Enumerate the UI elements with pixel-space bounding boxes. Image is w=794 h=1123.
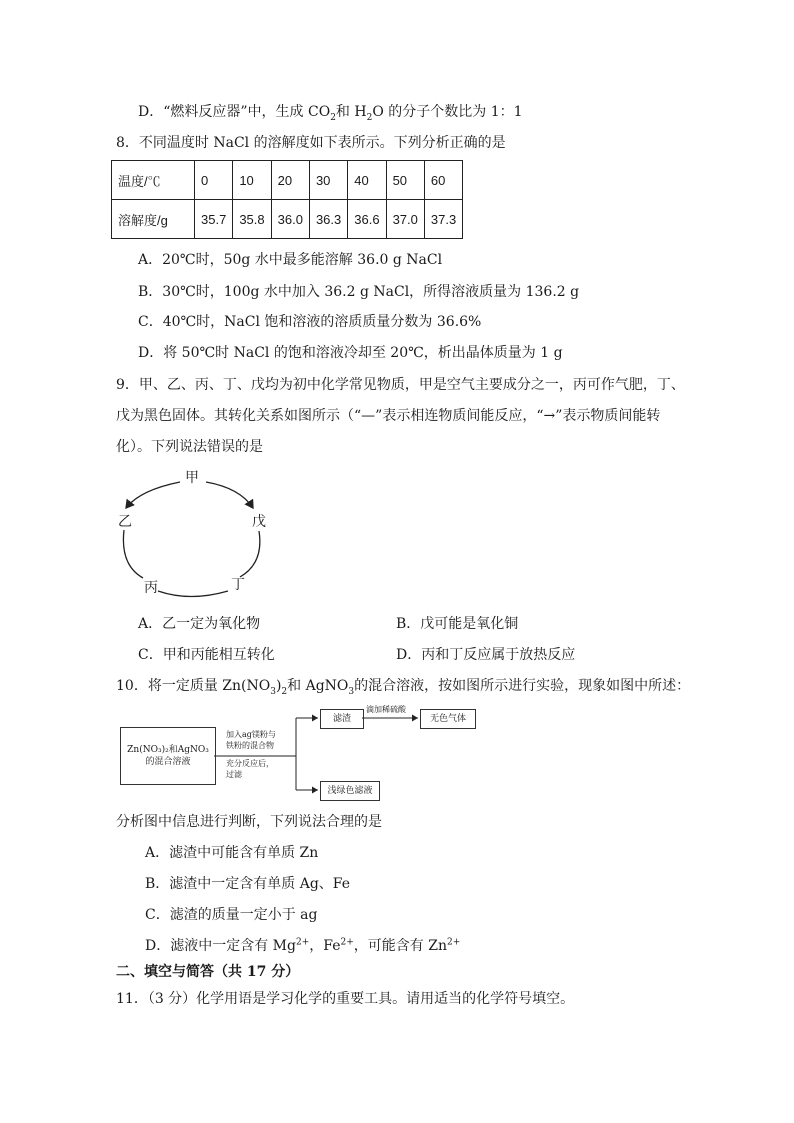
flow-start-line1: Zn(NO₃)₂和AgNO₃ <box>127 745 209 755</box>
q9-stem-line3: 化）。下列说法错误的是 <box>116 439 263 455</box>
q8-option-b: B．30℃时，100g 水中加入 36.2 g NaCl，所得溶液质量为 136.2 g <box>138 284 580 300</box>
table-header-solubility: 溶解度/g <box>112 200 195 239</box>
q9-option-a: A．乙一定为氧化物 <box>138 616 261 632</box>
table-cell: 40 <box>348 161 386 200</box>
q8-option-c: C．40℃时，NaCl 饱和溶液的溶质质量分数为 36.6% <box>138 314 482 330</box>
table-cell: 10 <box>233 161 271 200</box>
table-cell: 37.3 <box>424 200 462 239</box>
flow-residue-box: 滤渣 <box>320 709 364 729</box>
flow-filtrate-box: 浅绿色滤液 <box>320 781 380 801</box>
node-bing: 丙 <box>144 580 158 596</box>
table-cell: 0 <box>195 161 233 200</box>
q8-option-a: A．20℃时，50g 水中最多能溶解 36.0 g NaCl <box>138 252 443 268</box>
table-cell: 36.6 <box>348 200 386 239</box>
flow-gas-box: 无色气体 <box>420 709 476 729</box>
flow-step-bottom: 充分反应后， 过滤 <box>226 759 274 779</box>
table-cell: 35.7 <box>195 200 233 239</box>
q10-option-c: C．滤渣的质量一定小于 ag <box>145 907 318 923</box>
q10-prompt: 分析图中信息进行判断，下列说法合理的是 <box>116 814 382 830</box>
q7-option-d: D．“燃料反应器”中，生成 $CO_2$和 $H_2O$ 的分子个数比为 1：1 <box>138 104 523 123</box>
table-cell: 60 <box>424 161 462 200</box>
node-yi: 乙 <box>118 514 132 530</box>
table-cell: 50 <box>386 161 424 200</box>
table-cell: 20 <box>271 161 309 200</box>
flow-acid-label: 滴加稀硫酸 <box>366 705 406 714</box>
q9-option-d: D．丙和丁反应属于放热反应 <box>396 647 576 663</box>
node-jia: 甲 <box>185 470 199 486</box>
q10-option-d: D．滤液中一定含有 $Mg^{2+}$，$Fe^{2+}$，可能含有 $Zn^{2+}$ <box>145 937 461 954</box>
table-cell: 30 <box>309 161 347 200</box>
flow-start-line2: 的混合溶液 <box>145 757 191 767</box>
q8-stem: 8．不同温度时 NaCl 的溶解度如下表所示。下列分析正确的是 <box>116 135 506 151</box>
flow-start-box <box>120 727 216 785</box>
table-cell: 36.0 <box>271 200 309 239</box>
table-cell: 37.0 <box>386 200 424 239</box>
q9-option-c: C．甲和丙能相互转化 <box>138 647 275 663</box>
q10-option-a: A．滤渣中可能含有单质 Zn <box>145 845 319 861</box>
table-cell: 36.3 <box>309 200 347 239</box>
section-heading: 二、填空与简答（共 17 分） <box>116 964 300 980</box>
table-cell: 35.8 <box>233 200 271 239</box>
q11-stem: 11．（3 分）化学用语是学习化学的重要工具。请用适当的化学符号填空。 <box>116 991 575 1007</box>
q10-stem: 10．将一定质量 $Zn(NO_3)_2$和 AgNO$_3$的混合溶液，按如图所示进行实验，现象如图中所述： <box>116 678 691 697</box>
q10-option-b: B．滤渣中一定含有单质 Ag、Fe <box>145 876 351 892</box>
q9-stem-line1: 9．甲、乙、丙、丁、戊均为初中化学常见物质，甲是空气主要成分之一，丙可作气肥，丁、 <box>116 377 685 393</box>
q9-stem-line2: 戊为黑色固体。其转化关系如图所示（“—”表示相连物质间能反应，“→”表示物质间能转 <box>116 408 661 424</box>
q8-option-d: D．将 50℃时 NaCl 的饱和溶液冷却至 20℃，析出晶体质量为 1 g <box>138 345 563 361</box>
flow-step-top: 加入ag镁粉与 铁粉的混合物 <box>226 730 276 750</box>
q9-option-b: B．戊可能是氧化铜 <box>396 616 519 632</box>
node-wu: 戊 <box>252 514 266 530</box>
node-ding: 丁 <box>231 577 245 593</box>
table-header-temperature: 温度/℃ <box>112 161 195 200</box>
